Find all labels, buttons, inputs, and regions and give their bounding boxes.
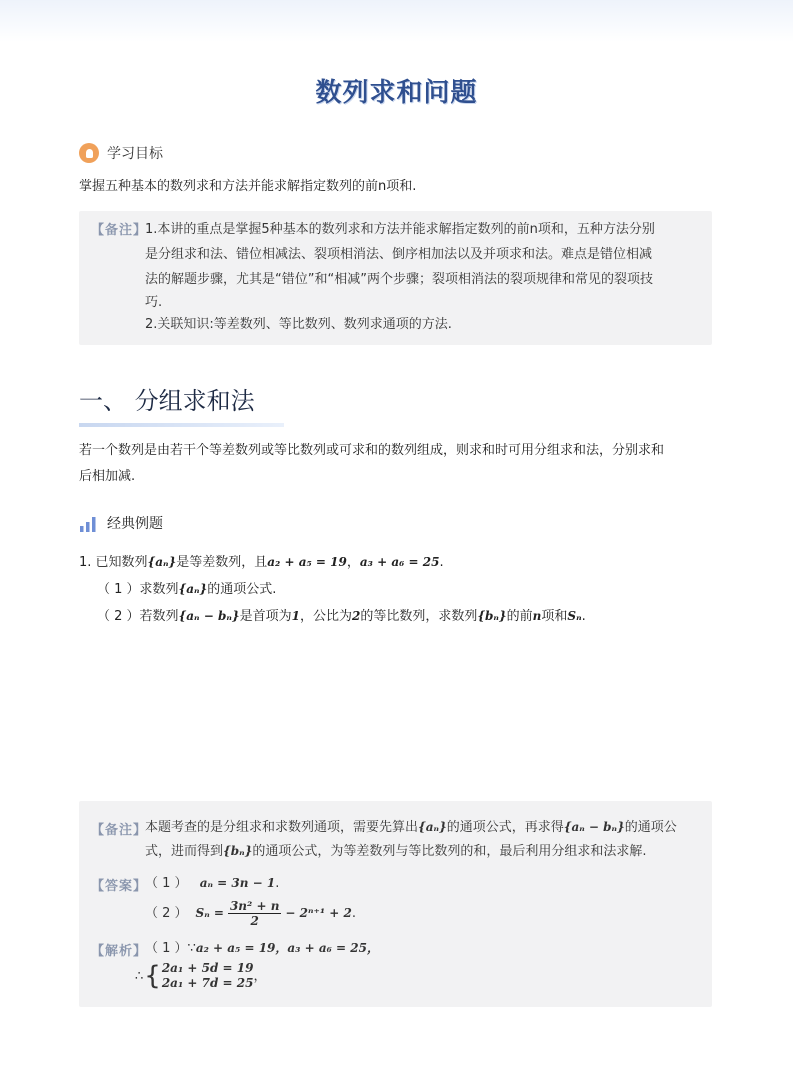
q1-cond-1: a₂ + a₅ = 19 xyxy=(267,555,347,569)
q1-part1-seq: {aₙ} xyxy=(178,582,208,596)
page-title: 数列求和问题 xyxy=(315,78,478,108)
answer-tag: 【答案】 xyxy=(91,879,148,894)
q1-part2-f: 项和 xyxy=(541,609,568,624)
analysis-1-label: （ 1 ） xyxy=(145,941,188,956)
note-2-tag: 【备注】 xyxy=(91,823,148,838)
analysis-1-equation: a₂ + a₅ = 19，a₃ + a₆ = 25， xyxy=(195,941,379,955)
answer-1-end: . xyxy=(275,876,280,891)
note-line-1: 1.本讲的重点是掌握5种基本的数列求和方法并能求解指定数列的前n项和，五种方法分别 xyxy=(145,222,655,237)
objective-heading-text: 学习目标 xyxy=(107,146,163,162)
lightbulb-icon xyxy=(79,143,99,163)
question-1-line xyxy=(79,550,444,575)
q1-part2-ratio: 2 xyxy=(351,609,361,623)
note-box-1 xyxy=(79,211,712,345)
note-2-line-2-a: 式，进而得到 xyxy=(145,844,224,859)
objective-text: 掌握五种基本的数列求和方法并能求解指定数列的前n项和. xyxy=(79,179,417,194)
answer-2 xyxy=(145,899,356,928)
note-2-seq-bn: {bₙ} xyxy=(223,844,253,858)
note-tag: 【备注】 xyxy=(91,223,148,238)
note-box-2 xyxy=(79,801,712,1007)
therefore-symbol: ∴ xyxy=(135,968,144,984)
analysis-line-1 xyxy=(145,936,379,961)
header-band xyxy=(0,0,793,42)
section-intro-line-2: 后相加减. xyxy=(79,469,136,484)
answer-2-label: （ 2 ） xyxy=(145,906,188,921)
q1-part2-c: ，公比为 xyxy=(299,609,352,624)
note-line-3: 法的解题步骤，尤其是“错位”和“相减”两个步骤；裂项相消法的裂项规律和常见的裂项技 xyxy=(145,272,653,287)
q1-text-a: 1. 已知数列 xyxy=(79,555,148,570)
q1-part2-seq-bn: {bₙ} xyxy=(477,609,507,623)
q1-part2-e: 的前 xyxy=(506,609,533,624)
note-2-line-1-a: 本题考查的是分组求和求数列通项，需要先算出 xyxy=(145,820,419,835)
section-underline xyxy=(79,423,284,427)
system-eq-2: 2a₁ + 7d = 25 xyxy=(161,976,254,990)
q1-part1-b: 的通项公式. xyxy=(207,582,277,597)
q1-cond-2: a₃ + a₆ = 25 xyxy=(359,555,440,569)
answer-2-numerator: 3n² + n xyxy=(229,899,280,913)
system-end: ， xyxy=(253,968,267,984)
bar-chart-icon xyxy=(79,515,97,533)
note-line-2: 是分组求和法、错位相减法、裂项相消法、倒序相加法以及并项求和法。难点是错位相减 xyxy=(145,247,653,262)
note-line-5: 2.关联知识:等差数列、等比数列、数列求通项的方法. xyxy=(145,317,452,332)
answer-2-denominator: 2 xyxy=(250,914,259,928)
answer-2-end: . xyxy=(351,906,356,921)
note-2-line-2 xyxy=(145,839,646,864)
note-2-seq-anbn: {aₙ − bₙ} xyxy=(563,820,625,834)
q1-part2-b: 是首项为 xyxy=(239,609,292,624)
analysis-tag: 【解析】 xyxy=(91,944,148,959)
q1-part2-g: . xyxy=(581,609,586,624)
section-intro-line-1: 若一个数列是由若干个等差数列或等比数列或可求和的数列组成，则求和时可用分组求和法，分别求和 xyxy=(79,443,665,458)
answer-1-label: （ 1 ） xyxy=(145,876,188,891)
left-brace: { xyxy=(144,961,161,991)
because-symbol: ∵ xyxy=(187,941,196,956)
answer-2-rest: − 2ⁿ⁺¹ + 2 xyxy=(285,906,352,920)
q1-part2-first: 1 xyxy=(291,609,300,623)
q1-part2-seq-anbn: {aₙ − bₙ} xyxy=(178,609,240,623)
note-2-line-2-b: 的通项公式，为等差数列与等比数列的和，最后利用分组求和法求解. xyxy=(252,844,647,859)
question-1-part-2 xyxy=(97,604,586,629)
note-2-line-1 xyxy=(145,815,677,840)
q1-seq-an: {aₙ} xyxy=(147,555,177,569)
note-line-4: 巧. xyxy=(145,295,163,310)
q1-part1-a: （ 1 ）求数列 xyxy=(97,582,179,597)
examples-heading: 经典例题 xyxy=(107,516,163,532)
note-2-seq-an: {aₙ} xyxy=(418,820,447,834)
analysis-system xyxy=(135,961,266,991)
system-equations xyxy=(162,961,254,991)
answer-2-lhs: Sₙ = xyxy=(195,906,224,920)
q1-part2-d: 的等比数列，求数列 xyxy=(360,609,478,624)
q1-part2-sn: Sₙ xyxy=(567,609,582,623)
section-heading: 一、 分组求和法 xyxy=(79,387,255,415)
q1-text-b: 是等差数列，且 xyxy=(176,555,268,570)
q1-sep: ， xyxy=(346,555,360,570)
answer-2-fraction xyxy=(228,899,281,928)
note-2-line-1-c: 的通项公 xyxy=(624,820,677,835)
note-2-line-1-b: 的通项公式，再求得 xyxy=(446,820,564,835)
answer-1 xyxy=(145,871,279,896)
question-1-part-1 xyxy=(97,577,276,602)
q1-end: . xyxy=(439,555,444,570)
objective-heading xyxy=(79,142,163,164)
system-eq-1: 2a₁ + 5d = 19 xyxy=(161,961,254,975)
answer-1-formula: aₙ = 3n − 1 xyxy=(199,876,276,890)
q1-part2-n: n xyxy=(532,609,542,623)
q1-part2-a: （ 2 ）若数列 xyxy=(97,609,179,624)
